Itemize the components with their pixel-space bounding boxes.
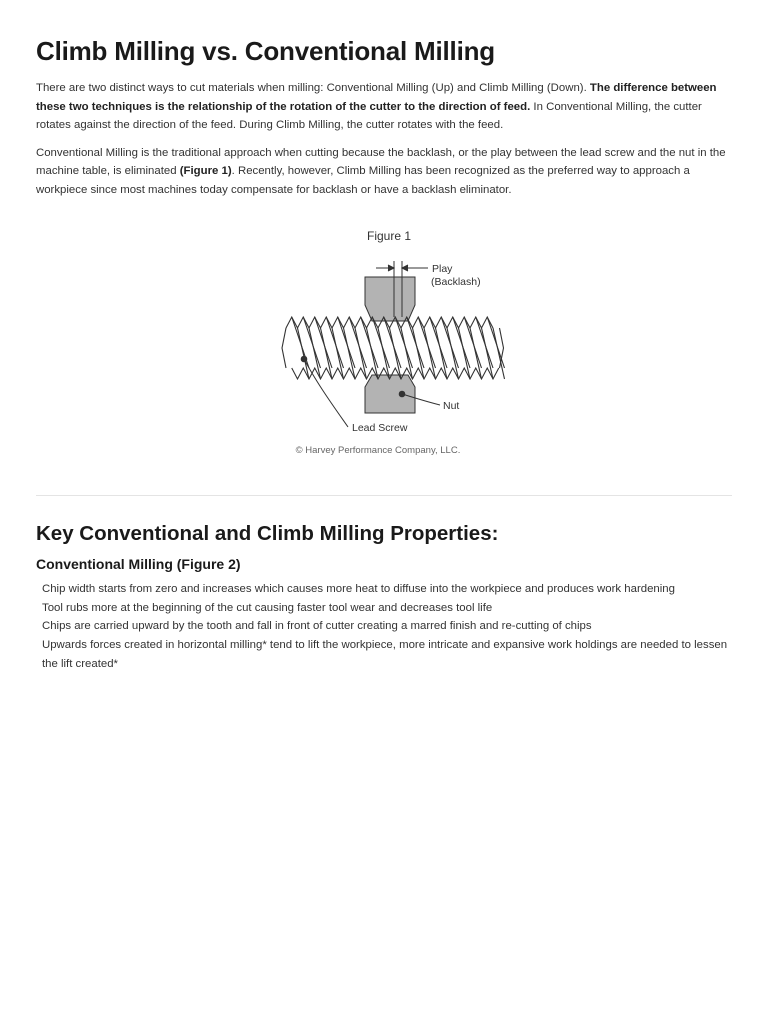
properties-heading: Key Conventional and Climb Milling Properties: [36,522,499,545]
thread-line [436,328,448,379]
backlash-text-b: . Recently, however, Climb Milling has been recognized as the preferred way to approach a workpiece since most machines today compensate for backlash or have a backlash eliminator. [36,165,690,196]
thread-line [482,328,494,379]
thread-line [401,328,413,379]
intro-paragraph [36,79,732,135]
nut-upper-half [365,277,415,321]
backlash-text-a: Conventional Milling is the traditional approach when cutting because the backlash, or the play between the lead screw and the nut in the machine table, is eliminated [36,146,726,177]
list-item: Tool rubs more at the beginning of the cut causing faster tool wear and decreases tool life [42,601,493,614]
thread-line [413,328,425,379]
thread-line [447,328,459,379]
nut-lower-half [365,375,415,413]
thread-line [378,328,390,379]
nut-label: Nut [443,400,460,412]
thread-line [298,328,310,379]
figure-reference: (Figure 1) [179,165,232,177]
thread-line [390,328,402,379]
lead-screw-label: Lead Screw [352,422,408,434]
list-item: Upwards forces created in horizontal milling* tend to lift the workpiece, more intricate and expansive work holdings are needed to lessen the lift created* [42,639,728,670]
thread-line [344,328,356,379]
figure-1 [36,225,732,475]
thread-line [459,328,471,379]
figure-copyright: © Harvey Performance Company, LLC. [295,445,461,456]
thread-line [332,328,344,379]
backlash-paragraph [36,144,732,200]
lead-screw-threads [282,317,505,379]
lead-screw-diagram [36,225,732,475]
figure-title: Figure 1 [366,229,412,243]
intro-bold-text: The difference between these two techniques is the relationship of the rotation of the cutter to the direction of feed. [36,82,717,113]
intro-text-b: In Conventional Milling, the cutter rotates against the direction of the feed. During Climb Milling, the cutter rotates with the feed. [36,100,702,131]
thread-line [470,328,482,379]
intro-text-a: There are two distinct ways to cut materials when milling: Conventional Milling (Up) and Climb Milling (Down). [36,82,590,94]
conventional-milling-list [36,580,732,674]
backlash-label: (Backlash) [431,276,481,288]
page-title: Climb Milling vs. Conventional Milling [36,36,495,66]
list-item: Chips are carried upward by the tooth and fall in front of cutter creating a marred finish and re-cutting of chips [42,620,592,633]
play-label: Play [432,263,453,275]
thread-line [424,328,436,379]
conventional-milling-subheading: Conventional Milling (Figure 2) [36,556,241,572]
thread-line [355,328,367,379]
thread-line [367,328,379,379]
list-item: Chip width starts from zero and increases which causes more heat to diffuse into the workpiece and produces work hardening [42,583,675,595]
section-divider [36,495,732,496]
thread-line [321,328,333,379]
